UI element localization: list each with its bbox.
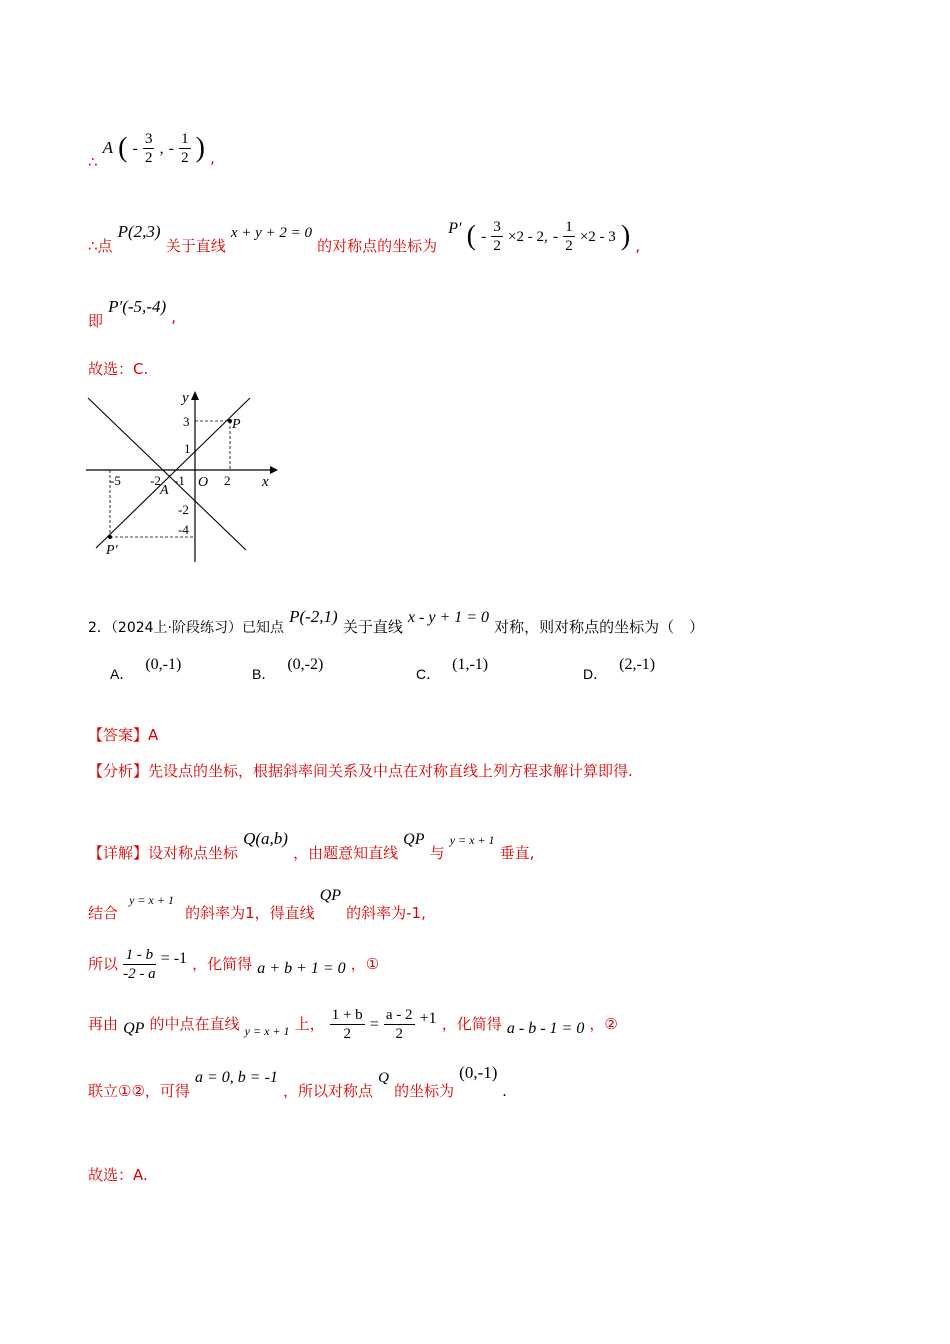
left-paren: ( — [118, 132, 128, 164]
point-q: Q(a,b) — [243, 829, 288, 848]
x-axis-arrow — [270, 466, 278, 474]
fraction-y: $\frac{1}{2}$ — [181, 131, 189, 166]
point-p-prime: P′ — [448, 220, 462, 237]
point-a-label: A — [102, 138, 114, 157]
slope-fraction: $\frac{1 - b}{-2 - a}$ — [123, 947, 156, 982]
y-axis-arrow — [191, 391, 199, 400]
detail-line-3: 所以 $\frac{1 - b}{-2 - a}$ = -1 ，化简得 a + b + 1 = 0 ，① — [88, 947, 380, 982]
line2-prefix: ∴点 — [88, 237, 113, 255]
tick-minus-5: -5 — [110, 473, 121, 488]
line-result: 即 P′(-5,-4) , — [88, 297, 176, 330]
detail-line-2: 结合 y = x + 1 的斜率为1，得直线 QP 的斜率为-1, — [88, 887, 426, 922]
detail-line-5: 联立①②，可得 a = 0, b = -1 ，所以对称点 Q 的坐标为 (0,-1) . — [88, 1063, 507, 1100]
analysis-text: 【分析】先设点的坐标，根据斜率间关系及中点在对称直线上列方程求解计算即得. — [88, 762, 633, 780]
tick-minus-2-y: -2 — [178, 502, 189, 517]
question-prefix: 2．（2024上·阶段练习）已知点 — [88, 620, 284, 636]
option-d[interactable]: D．(2,-1) — [583, 656, 656, 682]
question-point-p: P(-2,1) — [289, 607, 338, 626]
coordinate-figure — [84, 388, 284, 568]
line-equation: x + y + 2 = 0 — [230, 225, 312, 241]
fraction-x: $\frac{3}{2}$ — [144, 131, 153, 166]
line-point-a: ∴ A ( - $\frac{3}{2}$ , - $\frac{1}{2}$ ) , — [88, 131, 215, 171]
answer-label: 【答案】A — [88, 726, 159, 744]
label-p-prime: P′ — [106, 543, 118, 558]
option-a[interactable]: A．(0,-1) — [110, 656, 182, 682]
final-answer: 故选：A. — [88, 1166, 148, 1184]
tick-minus-2: -2 — [150, 473, 161, 488]
tick-minus-4: -4 — [178, 522, 189, 537]
answer-choice-c: 故选：C. — [88, 360, 149, 378]
label-a: A — [160, 483, 169, 498]
therefore-symbol: ∴ — [88, 153, 98, 171]
origin-label: O — [198, 475, 209, 490]
option-b[interactable]: B．(0,-2) — [252, 656, 324, 682]
point-p: P(2,3) — [117, 222, 161, 241]
question-line-eq: x - y + 1 = 0 — [407, 609, 490, 626]
x-axis-label: x — [262, 474, 269, 490]
question-2: 2．（2024上·阶段练习）已知点 P(-2,1) 关于直线 x - y + 1 = 0 对称，则对称点的坐标为（ ） — [88, 607, 705, 636]
option-c[interactable]: C．(1,-1) — [416, 656, 489, 682]
detail-line-4: 再由 QP 的中点在直线 $_{y = x + 1}$ 上， $\frac{1 + b}{2}$ = $\frac{a - 2}{2}$ +1 ，化简得 a - b - 1 = 0 ，② — [88, 1007, 618, 1042]
tick-1: 1 — [184, 441, 191, 456]
p-prime-result: P′(-5,-4) — [108, 297, 167, 316]
tick-minus-1: -1 — [174, 473, 185, 488]
y-axis-label: y — [182, 390, 189, 406]
point-pp-dot — [108, 535, 112, 539]
line-symmetric-point: ∴点 P(2,3) 关于直线 x + y + 2 = 0 的对称点的坐标为 P′ ( - $\frac{3}{2}$ ×2 - 2, - $\frac{1}{2}$ ×2 - 3 ) , — [88, 219, 641, 255]
tick-3: 3 — [183, 414, 190, 429]
detail-line-1: 【详解】设对称点坐标 Q(a,b) ，由题意知直线 QP 与 y = x + 1 垂直, — [88, 829, 535, 862]
right-paren: ) — [195, 132, 205, 164]
label-p: P — [232, 417, 241, 432]
tick-2: 2 — [224, 473, 231, 488]
